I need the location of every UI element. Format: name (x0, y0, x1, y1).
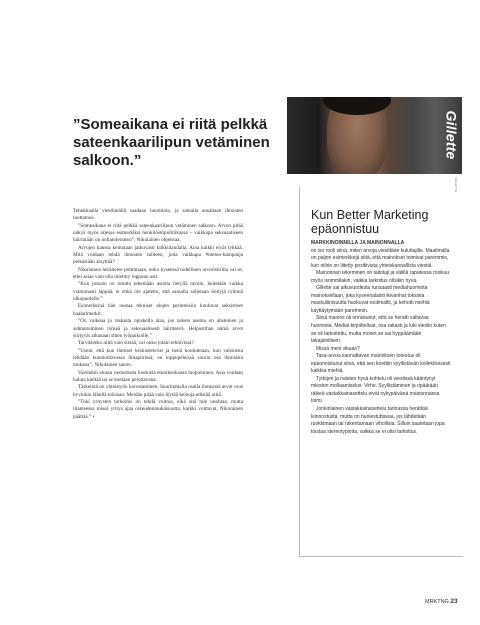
body-paragraph: Varsinkin alussa vastustusta luomista etuoikeuksista luopuminen. Asia voidaan haluta kieltää tai se koetaan pelottavana. (73, 369, 243, 383)
body-paragraph: Tehokkaalla viestinnällä saadaan huomiota, ja samalla ansaitaan ihmisten luottamus. (73, 208, 243, 222)
body-paragraph: Nikulainen herättelee pohtimaan, onko kyseessä todellinen arvoristiriita vai se, ettei asiaa vain olla mietitty loppuun asti. (73, 266, 243, 281)
sidebar-lead-text: on iso rooli siinä, miten arvoja viestitään kuluttajille. Maailmalla on paljon esimerkkejä siitä, että mainokset toimivat paremmin, kun niihin on liitetty positiivista yhteiskunnallista viestiä. (311, 247, 450, 269)
sidebar-title: Kun Better Marketing epäonnistuu (311, 208, 429, 236)
photo-credit: GILLETTE (454, 178, 458, 193)
body-paragraph: ”Someaikana ei riitä pelkkä sateenkaarilipun vetäminen salkoon. Arvon pitää näkyä myös arjessa esimerkiksi henkilöstöpolitiikassa – vaikkapa seksuaaliseen häirintään on nollatoleranssi”, Nikulainen ohjeistaa. (73, 222, 243, 244)
body-paragraph: ”Toki yritysten tarkoitus on tehdä voittoa, eikä sitä tule unohtaa, mutta tilanteessa missä yritys ajaa oikeudenmukaisuutta, kaikki voittavat, Nikulainen päättää.” • (73, 398, 243, 420)
body-paragraph: Tärkeintä on yhteistyön korostaminen. Suurimmalla osalla ihmisistä arvot ovat hyvinkin lähellä toisiaan. Meidän pitää vain löytää keinoja edistää niitä. (73, 384, 243, 398)
sidebar-paragraph: Missä meni vikaan? (316, 345, 360, 352)
body-paragraph: ”Usein, että kun ihmiset keskustelevat ja heitä koulutetaan, kun valistusta tehdään kunnioittavassa ilmapiirissä, on loppupeleissä suurin osa ihmisistä mukana”, Nikulainen sanoo. (73, 347, 243, 369)
sidebar-kicker: MARKKINOINNILLA JA MAINONNALLA (311, 240, 405, 246)
body-paragraph: ”Kun jossain on totuttu tekemään asioita tietyllä tavoin, heitetään vaikka viattomasti läppää, ei ehkä ole ajateltu, että samalla suljetaan tiettyjä ryhmiä ulkopuolelle.” (73, 281, 243, 303)
sidebar-paragraph: Tasa-arvoa kannattavan mainoksen toteutus oli epäonnistunut siinä, että sen koettiin syyllistävän kollektiivisesti kaikkia miehiä. (311, 353, 451, 375)
body-paragraph: Arvojen kanssa keinutaan jatkuvasti kiikkulaudalla. Aina kaikki eivät tykkää. Mitä voidaan tehdä ihmisten suhteen, joita vaikkapa #metoo-kampanja pelkästään ärsyttää? (73, 244, 243, 266)
gillette-logo: Gillette (443, 110, 460, 160)
sidebar-paragraph: Mainonnan tekeminen on taitolaji ja välillä rapatessa roiskuu myös isommilakin, vaikka tarkoitus olisikin hyvä. (311, 270, 450, 284)
sidebar-paragraph: Siinä mainos oli onnistunut, että se herätti valtavaa huomiota. Mediat kirjoittelivat, osa rakasti ja luki viestin kuten se oli tarkoitettu, mutta monet se sai hyppäämään takajaloilleen. (311, 315, 446, 345)
article-body (73, 208, 243, 421)
body-paragraph: Tarvitseeko niitä vain sietää, vai onko jotain tehtävissä? (78, 340, 194, 347)
body-paragraph: Esimerkkinä hän nostaa tekniset alojen perinteisiin kuuluvat seksistiset haalarimerkit. (73, 303, 243, 317)
pull-quote: ”Someaikana ei riitä pelkkä sateenkaarilipun vetäminen salkoon.” (73, 116, 270, 169)
sidebar-body (311, 240, 451, 436)
body-paragraph: ”On vaikeaa ja raskasta opiskella alaa, jos naisen asema on alisteinen ja suhtautuminen törkeä ja seksuaalisesti häiritsevä. Helpostihan nämä arvot siirtyvät aikanaan sitten työpaikoille.” (73, 318, 243, 339)
sidebar-paragraph: Jonkinlainen vastakkainasettelu tarinassa herättää kiinnostusta, mutta on huolestuttavaa, jos lähdetään ruokkimaan tai rakentamaan vihollisia. Silloin saatetaan jopa toistaa stereotypioita, vaikka se ei olisi tarkoitus. (311, 406, 445, 435)
sidebar-paragraph: Gillette sai alkuvuodesta runsaasti mediahuomiota mainoksellaan, joka kyseenalaisti ikivanhat toksista maskuliinisuutta huokuvat roolimallit, ja kehotti miehiä käyttäytymään paremmin. (311, 285, 430, 314)
ad-photo (287, 97, 462, 174)
sidebar-paragraph (311, 240, 451, 270)
sidebar-paragraph: Tyttöjen ja naisten hyvä kohtelu oli viestissä kääntynyt miesten mollaamiseksi. Virhe. Syyllistäminen ja ripäätään räikeä vastakkainasettelu eivät nykypäivänä mainonnassa toimi. (311, 375, 440, 405)
magazine-name: MRKTNG (425, 599, 449, 605)
page-number: 23 (450, 598, 458, 605)
page-footer (425, 598, 458, 605)
